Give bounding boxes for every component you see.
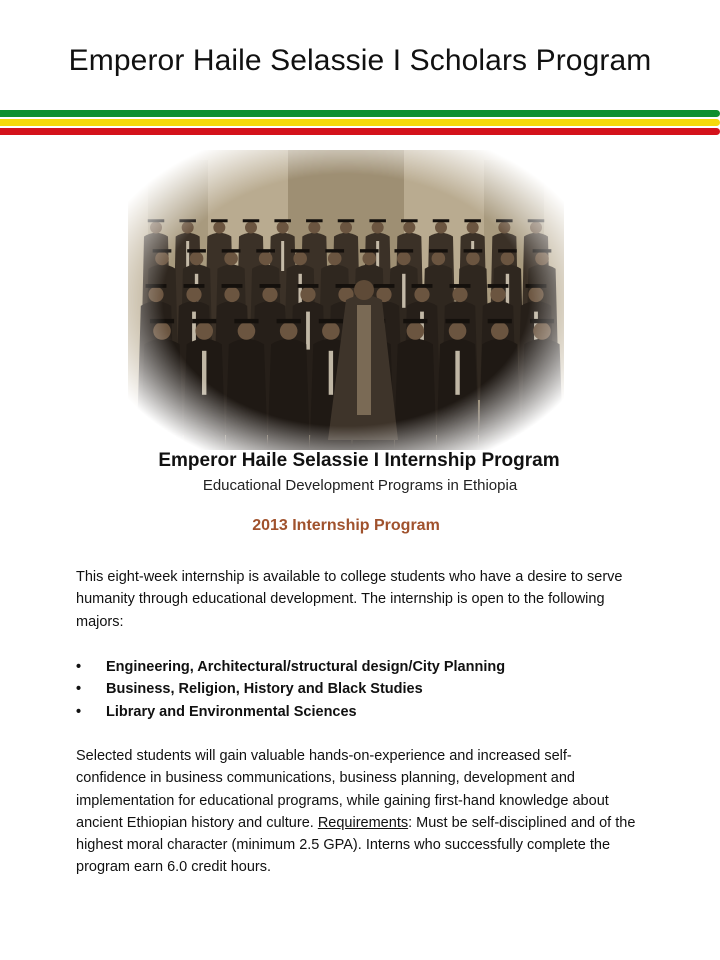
graduate-head <box>466 252 480 266</box>
mortarboard-cap <box>336 284 357 288</box>
mortarboard-cap <box>429 249 448 252</box>
list-item: • Business, Religion, History and Black Studies <box>76 678 636 700</box>
graduate-head <box>362 252 376 266</box>
graduate-head <box>190 252 204 266</box>
graduate-head <box>491 322 509 340</box>
majors-list <box>76 656 636 723</box>
graduate-head <box>397 252 411 266</box>
mortarboard-cap <box>298 284 319 288</box>
graduate-head <box>148 287 163 302</box>
mortarboard-cap <box>243 219 260 222</box>
graduate-head <box>403 222 415 234</box>
mortarboard-cap <box>274 219 291 222</box>
mortarboard-cap <box>325 249 344 252</box>
graduate-gown <box>140 339 184 450</box>
graduate-head <box>340 222 352 234</box>
graduate-head <box>293 252 307 266</box>
graduate-head <box>414 287 429 302</box>
ethiopian-flag-stripes <box>0 110 720 135</box>
mortarboard-cap <box>306 219 323 222</box>
graduate-head <box>262 287 277 302</box>
mortarboard-cap <box>533 249 552 252</box>
graduate-gown <box>267 339 311 450</box>
graduate-head <box>452 287 467 302</box>
mortarboard-cap <box>234 319 258 323</box>
graduate-gown <box>478 339 522 450</box>
diploma-scroll <box>306 312 310 350</box>
mortarboard-cap <box>179 219 196 222</box>
graduate-head <box>300 287 315 302</box>
mortarboard-cap <box>528 219 545 222</box>
graduate-head <box>280 322 298 340</box>
graduate-head <box>322 322 340 340</box>
mortarboard-cap <box>211 219 228 222</box>
graduate-head <box>153 322 171 340</box>
graduate-head <box>501 252 515 266</box>
diploma-scroll <box>455 351 459 395</box>
graduate-head <box>372 222 384 234</box>
graduate-head <box>528 287 543 302</box>
mortarboard-cap <box>450 284 471 288</box>
graduate-head <box>277 222 289 234</box>
green-stripe <box>0 110 720 117</box>
graduate-head <box>435 222 447 234</box>
graduate-head <box>449 322 467 340</box>
list-item: • Engineering, Architectural/structural design/City Planning <box>76 656 636 678</box>
mortarboard-cap <box>369 219 386 222</box>
graduate-head <box>213 222 225 234</box>
program-subtitle: Educational Development Programs in Ethiopia <box>202 477 518 494</box>
graduate-gown <box>393 339 437 450</box>
graduate-head <box>150 222 162 234</box>
graduate-head <box>328 252 342 266</box>
mortarboard-cap <box>338 219 355 222</box>
mortarboard-cap <box>150 319 174 323</box>
mortarboard-cap <box>146 284 167 288</box>
graduate-head <box>259 252 273 266</box>
program-title-text: Emperor Haile Selassie I Internship Program <box>158 450 560 471</box>
mortarboard-cap <box>530 319 554 323</box>
graduate-head <box>530 222 542 234</box>
central-figure-robe <box>357 305 371 415</box>
outcome-paragraph <box>76 745 636 879</box>
mortarboard-cap <box>498 249 517 252</box>
graduate-head <box>195 322 213 340</box>
graduate-head <box>224 287 239 302</box>
central-figure-head <box>354 280 374 300</box>
mortarboard-cap <box>360 249 379 252</box>
graduate-head <box>245 222 257 234</box>
graduate-head <box>186 287 201 302</box>
mortarboard-cap <box>403 319 427 323</box>
mortarboard-cap <box>277 319 301 323</box>
year-heading-text: 2013 Internship Program <box>252 517 440 534</box>
program-title <box>0 450 720 472</box>
mortarboard-cap <box>192 319 216 323</box>
mortarboard-cap <box>488 284 509 288</box>
mortarboard-cap <box>488 319 512 323</box>
outcome-text-before: Selected students will gain valuable hands-on-experience and increased self-confidence in business communications, business planning, development and implementation for educational programs, while gaining first-hand knowledge about ancient Ethiopian history and culture. <box>76 748 609 831</box>
graduate-head <box>533 322 551 340</box>
yellow-stripe <box>0 119 720 126</box>
mortarboard-cap <box>153 249 172 252</box>
mortarboard-cap <box>401 219 418 222</box>
graduate-head <box>224 252 238 266</box>
mortarboard-cap <box>148 219 165 222</box>
page-title-text: Emperor Haile Selassie I Scholars Program <box>68 44 652 77</box>
page-title <box>0 44 720 78</box>
mortarboard-cap <box>222 284 243 288</box>
mortarboard-cap <box>526 284 547 288</box>
mortarboard-cap <box>464 219 481 222</box>
requirements-label: Requirements <box>317 814 409 831</box>
diploma-scroll <box>402 274 405 308</box>
graduate-head <box>490 287 505 302</box>
diploma-scroll <box>202 351 206 395</box>
mortarboard-cap <box>260 284 281 288</box>
graduate-gown <box>520 339 564 450</box>
mortarboard-cap <box>464 249 483 252</box>
red-stripe <box>0 128 720 135</box>
mortarboard-cap <box>496 219 513 222</box>
intro-paragraph: This eight-week internship is available to college students who have a desire to serve humanity through educational development. The internship is open to the following majors: <box>76 569 623 630</box>
mortarboard-cap <box>433 219 450 222</box>
graduate-head <box>407 322 425 340</box>
graduate-head <box>432 252 446 266</box>
outcome-text-after: : Must be self-disciplined and of the highest moral character (minimum 2.5 GPA). Interns who successfully complete the program earn 6.0 credit hours. <box>76 814 636 876</box>
mortarboard-cap <box>445 319 469 323</box>
mortarboard-cap <box>319 319 343 323</box>
graduate-head <box>308 222 320 234</box>
mortarboard-cap <box>291 249 310 252</box>
graduate-head <box>155 252 169 266</box>
mortarboard-cap <box>256 249 275 252</box>
graduate-gown <box>224 339 268 450</box>
graduate-head <box>498 222 510 234</box>
mortarboard-cap <box>374 284 395 288</box>
mortarboard-cap <box>187 249 206 252</box>
graduates-photo-illustration <box>128 150 564 450</box>
list-item: • Library and Environmental Sciences <box>76 701 636 723</box>
diploma-scroll <box>281 241 284 271</box>
graduate-head <box>467 222 479 234</box>
graduate-head <box>238 322 256 340</box>
mortarboard-cap <box>412 284 433 288</box>
graduate-head <box>535 252 549 266</box>
graduates-group-photo <box>128 150 564 450</box>
mortarboard-cap <box>222 249 241 252</box>
mortarboard-cap <box>394 249 413 252</box>
year-heading <box>0 517 720 535</box>
graduate-head <box>182 222 194 234</box>
mortarboard-cap <box>184 284 205 288</box>
diploma-scroll <box>329 351 333 395</box>
